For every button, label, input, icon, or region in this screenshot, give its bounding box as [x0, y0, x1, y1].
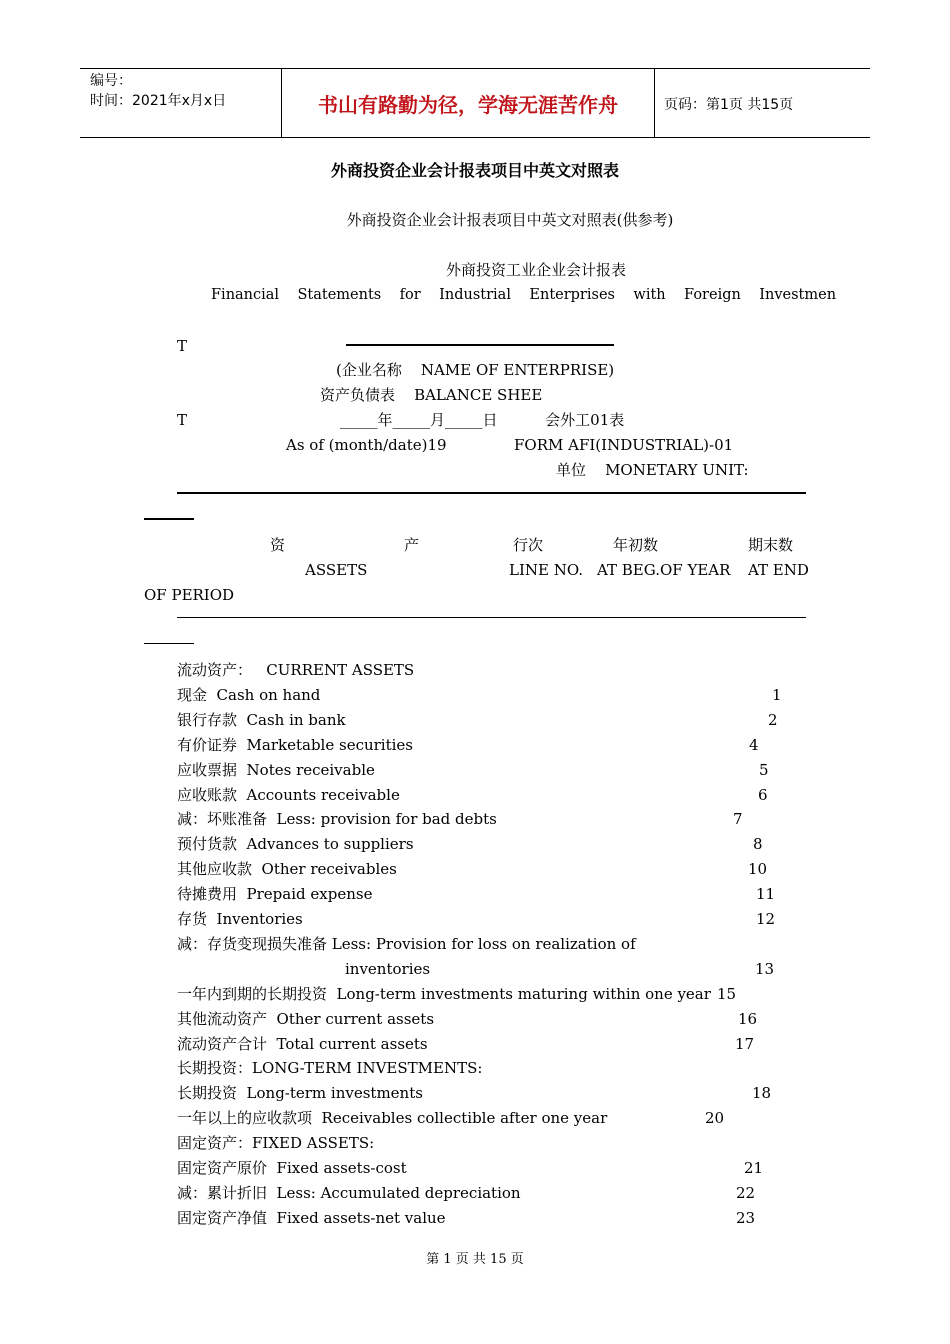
doc-subtitle: 外商投资企业会计报表项目中英文对照表(供参考)	[346, 211, 674, 229]
wrapped-letter: T	[177, 337, 188, 355]
item-line-no: 22	[736, 1183, 756, 1202]
header-page-info: 页码：第1页 共15页	[664, 97, 794, 113]
item-label: 固定资产净值 Fixed assets-net value	[177, 1208, 446, 1227]
item-label: 存货 Inventories	[177, 910, 303, 928]
separator-rule	[177, 492, 806, 494]
separator-rule	[144, 518, 194, 520]
report-title-cn: 外商投资工业企业会计报表	[446, 261, 627, 279]
monetary-unit: 单位 MONETARY UNIT:	[556, 461, 749, 479]
item-label: 一年以上的应收款项 Receivables collectible after one year	[177, 1109, 608, 1128]
item-line-no: 2	[768, 710, 778, 729]
item-label: 银行存款 Cash in bank	[177, 710, 346, 729]
col-header-cn: 年初数	[613, 536, 659, 554]
item-label: 流动资产合计 Total current assets	[177, 1034, 428, 1053]
item-line-no: 10	[748, 860, 768, 879]
item-label: 有价证券 Marketable securities	[177, 735, 413, 754]
col-header-en: AT BEG.OF YEAR	[597, 561, 731, 579]
item-label: 减：坏账准备 Less: provision for bad debts	[177, 810, 497, 829]
item-line-no: 16	[738, 1009, 758, 1028]
item-label: 减：累计折旧 Less: Accumulated depreciation	[177, 1183, 521, 1202]
header-meta	[90, 71, 226, 111]
number-label: 编号：	[90, 73, 132, 89]
item-line-no: 23	[736, 1208, 756, 1227]
col-header-en: LINE NO.	[509, 561, 584, 579]
name-underline	[346, 344, 614, 346]
item-line-no: 8	[753, 835, 763, 854]
item-line-no: 15	[717, 984, 737, 1003]
doc-title: 外商投资企业会计报表项目中英文对照表	[330, 161, 619, 180]
header-motto: 书山有路勤为径，学海无涯苦作舟	[318, 93, 618, 117]
col-header-cn: 行次	[513, 536, 544, 554]
item-label: 长期投资：LONG-TERM INVESTMENTS:	[177, 1059, 483, 1078]
item-label: 长期投资 Long-term investments	[177, 1084, 423, 1103]
item-line-no: 7	[733, 810, 743, 829]
item-line-no: 13	[755, 959, 775, 978]
date-line: _____年_____月_____日 会外工01表	[340, 411, 625, 429]
item-label: 应收票据 Notes receivable	[177, 760, 375, 779]
time-label: 时间：2021年x月x日	[90, 93, 227, 109]
form-number: FORM AFI(INDUSTRIAL)-01	[514, 436, 734, 454]
page-header	[80, 68, 870, 138]
item-line-no: 1	[772, 685, 782, 704]
enterprise-name: (企业名称 NAME OF ENTERPRISE)	[336, 361, 615, 379]
col-header-en: OF PERIOD	[144, 586, 235, 604]
item-line-no: 12	[756, 910, 776, 928]
separator-rule	[144, 643, 194, 644]
item-label: 减：存货变现损失准备 Less: Provision for loss on realization of	[177, 934, 636, 953]
item-line-no: 11	[756, 885, 776, 904]
item-line-no: 5	[759, 760, 769, 779]
col-header-cn: 资	[270, 536, 286, 554]
item-label: 现金 Cash on hand	[177, 685, 321, 704]
col-header-cn: 产	[404, 536, 420, 554]
col-header-en: ASSETS	[305, 561, 368, 579]
header-divider	[654, 69, 655, 137]
item-label: 其他应收款 Other receivables	[177, 860, 397, 879]
item-line-no: 4	[749, 735, 759, 754]
page-footer: 第 1 页 共 15 页	[426, 1252, 524, 1267]
col-header-en: AT END	[748, 561, 809, 579]
item-label: 应收账款 Accounts receivable	[177, 785, 400, 804]
wrapped-letter: T	[177, 411, 188, 429]
item-label: 待摊费用 Prepaid expense	[177, 885, 373, 904]
item-line-no: 21	[744, 1159, 764, 1177]
item-label: inventories	[345, 959, 431, 978]
item-label: 其他流动资产 Other current assets	[177, 1009, 435, 1028]
item-line-no: 20	[705, 1109, 725, 1128]
separator-rule	[177, 617, 806, 618]
item-label: 流动资产： CURRENT ASSETS	[177, 661, 415, 679]
item-label: 固定资产原价 Fixed assets-cost	[177, 1159, 407, 1177]
item-label: 预付货款 Advances to suppliers	[177, 835, 414, 854]
item-line-no: 18	[752, 1084, 772, 1103]
report-title-en: Financial Statements for Industrial Enterprises with Foreign Investmen	[211, 287, 837, 303]
as-of-line: As of (month/date)19	[286, 436, 447, 454]
balance-sheet-title: 资产负债表 BALANCE SHEE	[320, 386, 543, 404]
item-line-no: 6	[758, 785, 768, 804]
item-line-no: 17	[735, 1034, 755, 1053]
item-label: 一年内到期的长期投资 Long-term investments maturing within one year	[177, 984, 711, 1003]
item-label: 固定资产：FIXED ASSETS:	[177, 1134, 375, 1153]
col-header-cn: 期末数	[748, 536, 794, 554]
